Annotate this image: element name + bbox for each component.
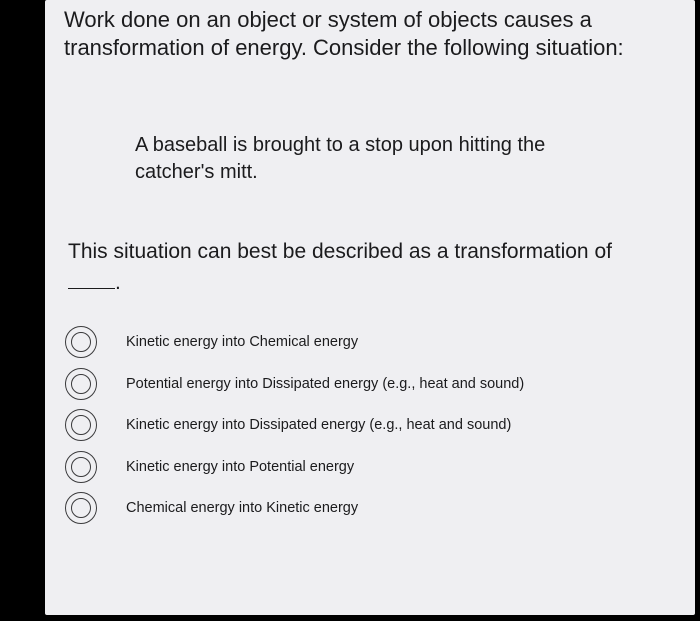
option-potential-to-dissipated[interactable] (65, 366, 665, 402)
radio-button[interactable] (65, 326, 97, 358)
option-kinetic-to-potential[interactable] (65, 449, 665, 485)
answer-blank (68, 271, 121, 295)
option-label: Kinetic energy into Dissipated energy (e.g., heat and sound) (126, 417, 512, 433)
radio-button[interactable] (65, 451, 97, 483)
option-label: Kinetic energy into Chemical energy (126, 334, 359, 350)
question-card (45, 0, 695, 615)
question-scenario: A baseball is brought to a stop upon hitting the catcher's mitt. (135, 134, 546, 183)
option-kinetic-to-chemical[interactable] (65, 324, 665, 360)
radio-button[interactable] (65, 368, 97, 400)
radio-button[interactable] (65, 492, 97, 524)
radio-inner-ring (71, 374, 91, 394)
option-label: Kinetic energy into Potential energy (126, 459, 355, 475)
question-prompt: This situation can best be described as a transformation of (68, 240, 612, 263)
blank-line (68, 276, 115, 289)
option-label: Potential energy into Dissipated energy (e.g., heat and sound) (126, 376, 525, 392)
blank-suffix: . (115, 271, 121, 294)
option-label: Chemical energy into Kinetic energy (126, 500, 359, 516)
question-intro: Work done on an object or system of objects causes a transformation of energy. Consider the following situation: (64, 7, 624, 60)
radio-inner-ring (71, 457, 91, 477)
radio-inner-ring (71, 332, 91, 352)
radio-button[interactable] (65, 409, 97, 441)
option-chemical-to-kinetic[interactable] (65, 490, 665, 526)
option-kinetic-to-dissipated[interactable] (65, 407, 665, 443)
radio-inner-ring (71, 498, 91, 518)
radio-inner-ring (71, 415, 91, 435)
